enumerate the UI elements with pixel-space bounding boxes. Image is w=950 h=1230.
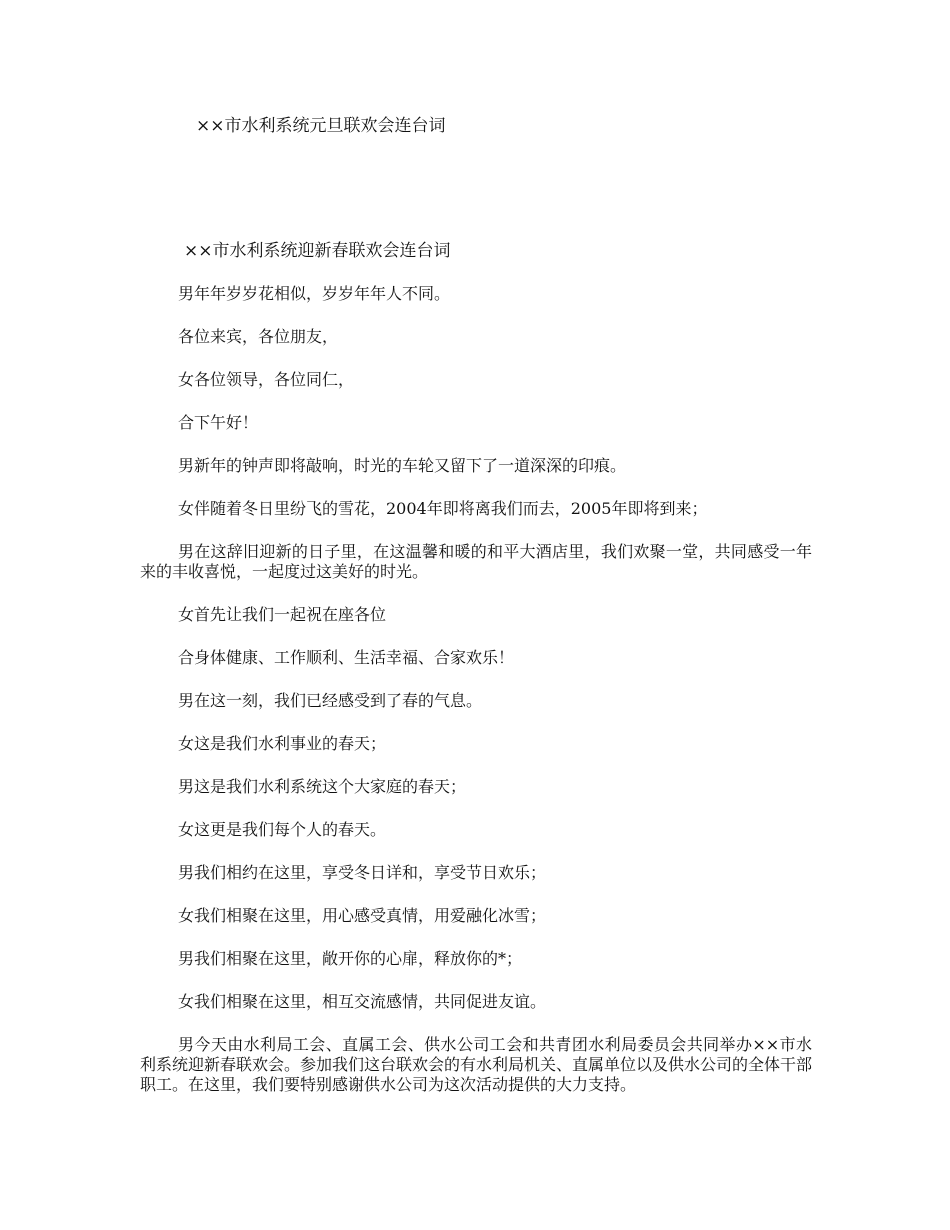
paragraph: 女首先让我们一起祝在座各位 [178,605,387,624]
paragraph: 女这更是我们每个人的春天。 [178,820,387,839]
paragraph: 男在这辞旧迎新的日子里，在这温馨和暖的和平大酒店里，我们欢聚一堂，共同感受一年来的丰收喜悦，一起度过这美好的时光。 [140,542,812,581]
paragraph: 女我们相聚在这里，相互交流感情，共同促进友谊。 [178,992,547,1011]
paragraph: 合下午好！ [178,413,259,432]
paragraph: 女我们相聚在这里，用心感受真情，用爱融化冰雪； [178,906,547,925]
document-subtitle: ××市水利系统迎新春联欢会连台词 [184,241,451,261]
paragraph: 男我们相约在这里，享受冬日详和，享受节日欢乐； [178,863,547,882]
paragraph: 女伴随着冬日里纷飞的雪花，2004年即将离我们而去，2005年即将到来； [178,499,708,518]
document-body [140,240,812,1118]
paragraph: 各位来宾，各位朋友， [178,327,339,346]
paragraph: 男新年的钟声即将敲响，时光的车轮又留下了一道深深的印痕。 [178,456,627,475]
paragraph: 男在这一刻，我们已经感受到了春的气息。 [178,691,483,710]
paragraph: 女这是我们水利事业的春天； [178,734,387,753]
paragraph: 男这是我们水利系统这个大家庭的春天； [178,777,467,796]
paragraph: 男今天由水利局工会、直属工会、供水公司工会和共青团水利局委员会共同举办××市水利系统迎新春联欢会。参加我们这台联欢会的有水利局机关、直属单位以及供水公司的全体干部职工。在这里，我们要特别感谢供水公司为这次活动提供的大力支持。 [140,1035,813,1094]
paragraph: 合身体健康、工作顺利、生活幸福、合家欢乐！ [178,648,515,667]
paragraph: 女各位领导，各位同仁， [178,370,355,389]
paragraph: 男我们相聚在这里，敞开你的心扉，释放你的*； [178,949,523,968]
document-title: ××市水利系统元旦联欢会连台词 [196,116,446,136]
paragraph: 男年年岁岁花相似，岁岁年年人不同。 [178,284,451,303]
